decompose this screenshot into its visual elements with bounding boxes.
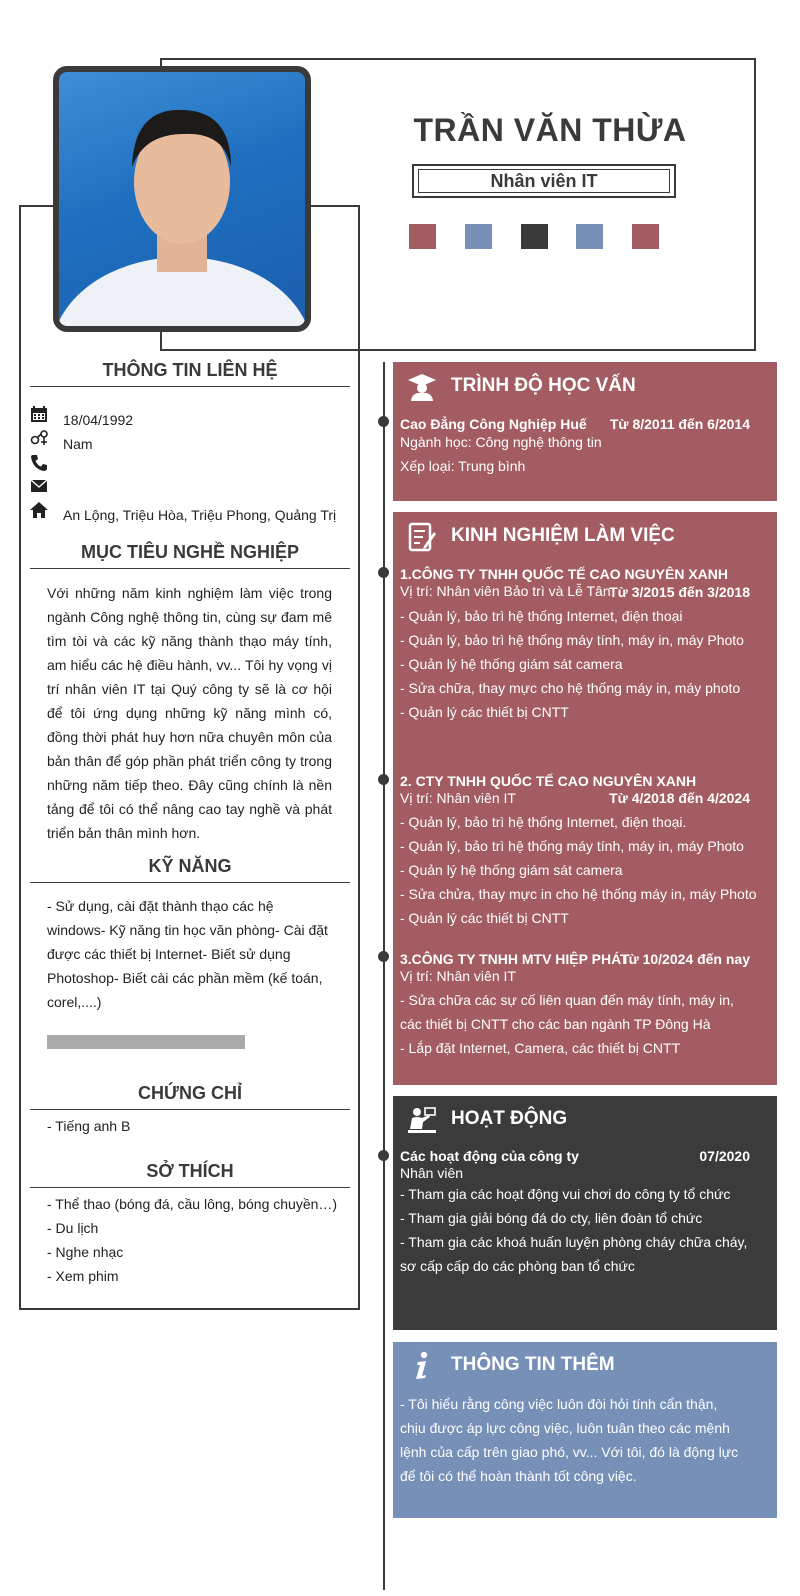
experience-panel [393,512,777,1085]
job-task: - Quản lý các thiết bị CNTT [400,704,569,720]
job-task: - Quản lý, bảo trì hệ thống Internet, điện thoại. [400,814,687,830]
checklist-icon [407,522,437,552]
accent-swatch [521,224,548,249]
activity-item: sơ cấp cấp do các phòng ban tổ chức [400,1258,635,1274]
education-grade: Xếp loại: Trung bình [400,458,526,474]
gender-icon [30,429,48,447]
education-period: Từ 8/2011 đến 6/2014 [609,416,750,432]
activity-item: - Tham gia giải bóng đá do cty, liên đoàn tổ chức [400,1210,703,1226]
accent-swatch [409,224,436,249]
birthdate: 18/04/1992 [63,412,134,428]
certificates-heading: CHỨNG CHỈ [30,1083,350,1110]
job-task: - Quản lý, bảo trì hệ thống Internet, điện thoại [400,608,683,624]
additional-info-text: - Tôi hiểu rằng công việc luôn đòi hỏi tính cẩn thận, chịu được áp lực công việc, luôn tuân theo các mệnh lệnh của cấp trên giao phó, vv... Với tôi, đó là động lực để tôi có thể hoàn thành tốt công việc. [400,1396,739,1484]
objective-text: Với những năm kinh nghiệm làm việc trong ngành Công nghệ thông tin, cùng sự đam mê tìm tòi và các kỹ năng thành thạo máy tính, am hiểu các hệ điều hành, vv... Tôi hy vọng vị trí nhân viên IT tại Quý công ty sẽ là cơ hội để tôi ứng dụng những kỹ năng mình có, đồng thời phát huy hơn nữa chuyên môn của bản thân để góp phần phát triển công ty trong những năm tiếp theo. Đây cũng chính là nền tảng để tôi có thể nâng cao tay nghề và phát triển bản thân mình hơn. [47,585,332,841]
timeline-line [383,362,385,1590]
graduate-icon [407,372,437,402]
timeline-dot [378,567,389,578]
additional-info-panel [393,1342,777,1518]
job-task: - Quản lý, bảo trì hệ thống máy tính, máy in, máy Photo [400,838,744,854]
timeline-dot [378,1150,389,1161]
phone-icon [30,454,48,472]
job-task: - Sửa chữa các sự cố liên quan đến máy tính, máy in, [400,992,734,1008]
job-task: các thiết bị CNTT cho các ban ngành TP Đông Hà [400,1016,711,1032]
timeline-dot [378,416,389,427]
hobby-item: - Xem phim [47,1268,119,1284]
portrait-image [59,72,305,326]
skills-text: - Sử dụng, cài đặt thành thạo các hệ windows- Kỹ năng tin học văn phòng- Cài đặt được các thiết bị Internet- Biết sử dụng Photoshop- Biết cài các phần mềm (kế toán, corel,....) [47,898,328,1010]
profile-photo [53,66,311,332]
job-company: 1.CÔNG TY TNHH QUỐC TẾ CAO NGUYÊN XANH [400,566,728,582]
job-company: 2. CTY TNHH QUỐC TẾ CAO NGUYÊN XANH [400,773,697,789]
skill-level-bar [47,1035,245,1049]
certificate-item: - Tiếng anh B [47,1118,131,1134]
activity-role: Nhân viên [400,1165,464,1181]
job-task: - Quản lý, bảo trì hệ thống máy tính, máy in, máy Photo [400,632,744,648]
job-role: Vị trí: Nhân viên Bảo trì và Lễ Tân [400,583,611,599]
accent-swatch [576,224,603,249]
job-task: - Quản lý các thiết bị CNTT [400,910,569,926]
hobby-item: - Nghe nhạc [47,1244,124,1260]
calendar-icon [30,405,48,423]
activity-name: Các hoạt động của công ty [400,1148,579,1164]
school-name: Cao Đẳng Công Nghiệp Huế [400,416,587,432]
activities-heading: HOẠT ĐỘNG [451,1108,568,1129]
hobbies-heading: SỞ THÍCH [30,1161,350,1188]
activity-date: 07/2020 [699,1148,750,1164]
accent-swatch [465,224,492,249]
job-company: 3.CÔNG TY TNHH MTV HIỆP PHÁT [400,951,630,967]
timeline-dot [378,774,389,785]
hobby-item: - Du lịch [47,1220,99,1236]
experience-heading: KINH NGHIỆM LÀM VIỆC [451,525,675,546]
address: An Lộng, Triệu Hòa, Triệu Phong, Quảng Trị [63,507,337,523]
skills-heading: KỸ NĂNG [30,856,350,883]
gender: Nam [63,436,93,452]
activities-panel [393,1096,777,1330]
position-title: Nhân viên IT [412,164,676,198]
job-role: Vị trí: Nhân viên IT [400,968,516,984]
job-task: - Sửa chửa, thay mực in cho hệ thống máy in, máy Photo [400,886,757,902]
education-major: Ngành học: Công nghệ thông tin [400,434,602,450]
envelope-icon [30,477,48,495]
activity-item: - Tham gia các hoạt động vui chơi do công ty tổ chức [400,1186,731,1202]
job-task: - Lắp đặt Internet, Camera, các thiết bị CNTT [400,1040,681,1056]
job-period: Từ 10/2024 đến nay [620,951,750,967]
additional-info-heading: THÔNG TIN THÊM [451,1354,615,1375]
job-task: - Quản lý hệ thống giám sát camera [400,656,623,672]
job-period: Từ 4/2018 đến 4/2024 [609,790,750,806]
candidate-name: TRẦN VĂN THỪA [413,112,687,148]
activity-item: - Tham gia các khoá huấn luyện phòng cháy chữa cháy, [400,1234,748,1250]
contact-heading: THÔNG TIN LIÊN HỆ [30,360,350,387]
education-panel [393,362,777,501]
objective-heading: MỤC TIÊU NGHỀ NGHIỆP [30,542,350,569]
teaching-icon [407,1105,437,1135]
home-icon [30,501,48,519]
job-role: Vị trí: Nhân viên IT [400,790,516,806]
timeline-dot [378,951,389,962]
job-period: Từ 3/2015 đến 3/2018 [609,584,750,600]
education-heading: TRÌNH ĐỘ HỌC VẤN [451,375,636,396]
accent-swatch [632,224,659,249]
job-task: - Sửa chữa, thay mực cho hệ thống máy in, máy photo [400,680,741,696]
info-icon [407,1350,437,1380]
hobby-item: - Thể thao (bóng đá, cầu lông, bóng chuyền…) [47,1196,338,1212]
job-task: - Quản lý hệ thống giám sát camera [400,862,623,878]
